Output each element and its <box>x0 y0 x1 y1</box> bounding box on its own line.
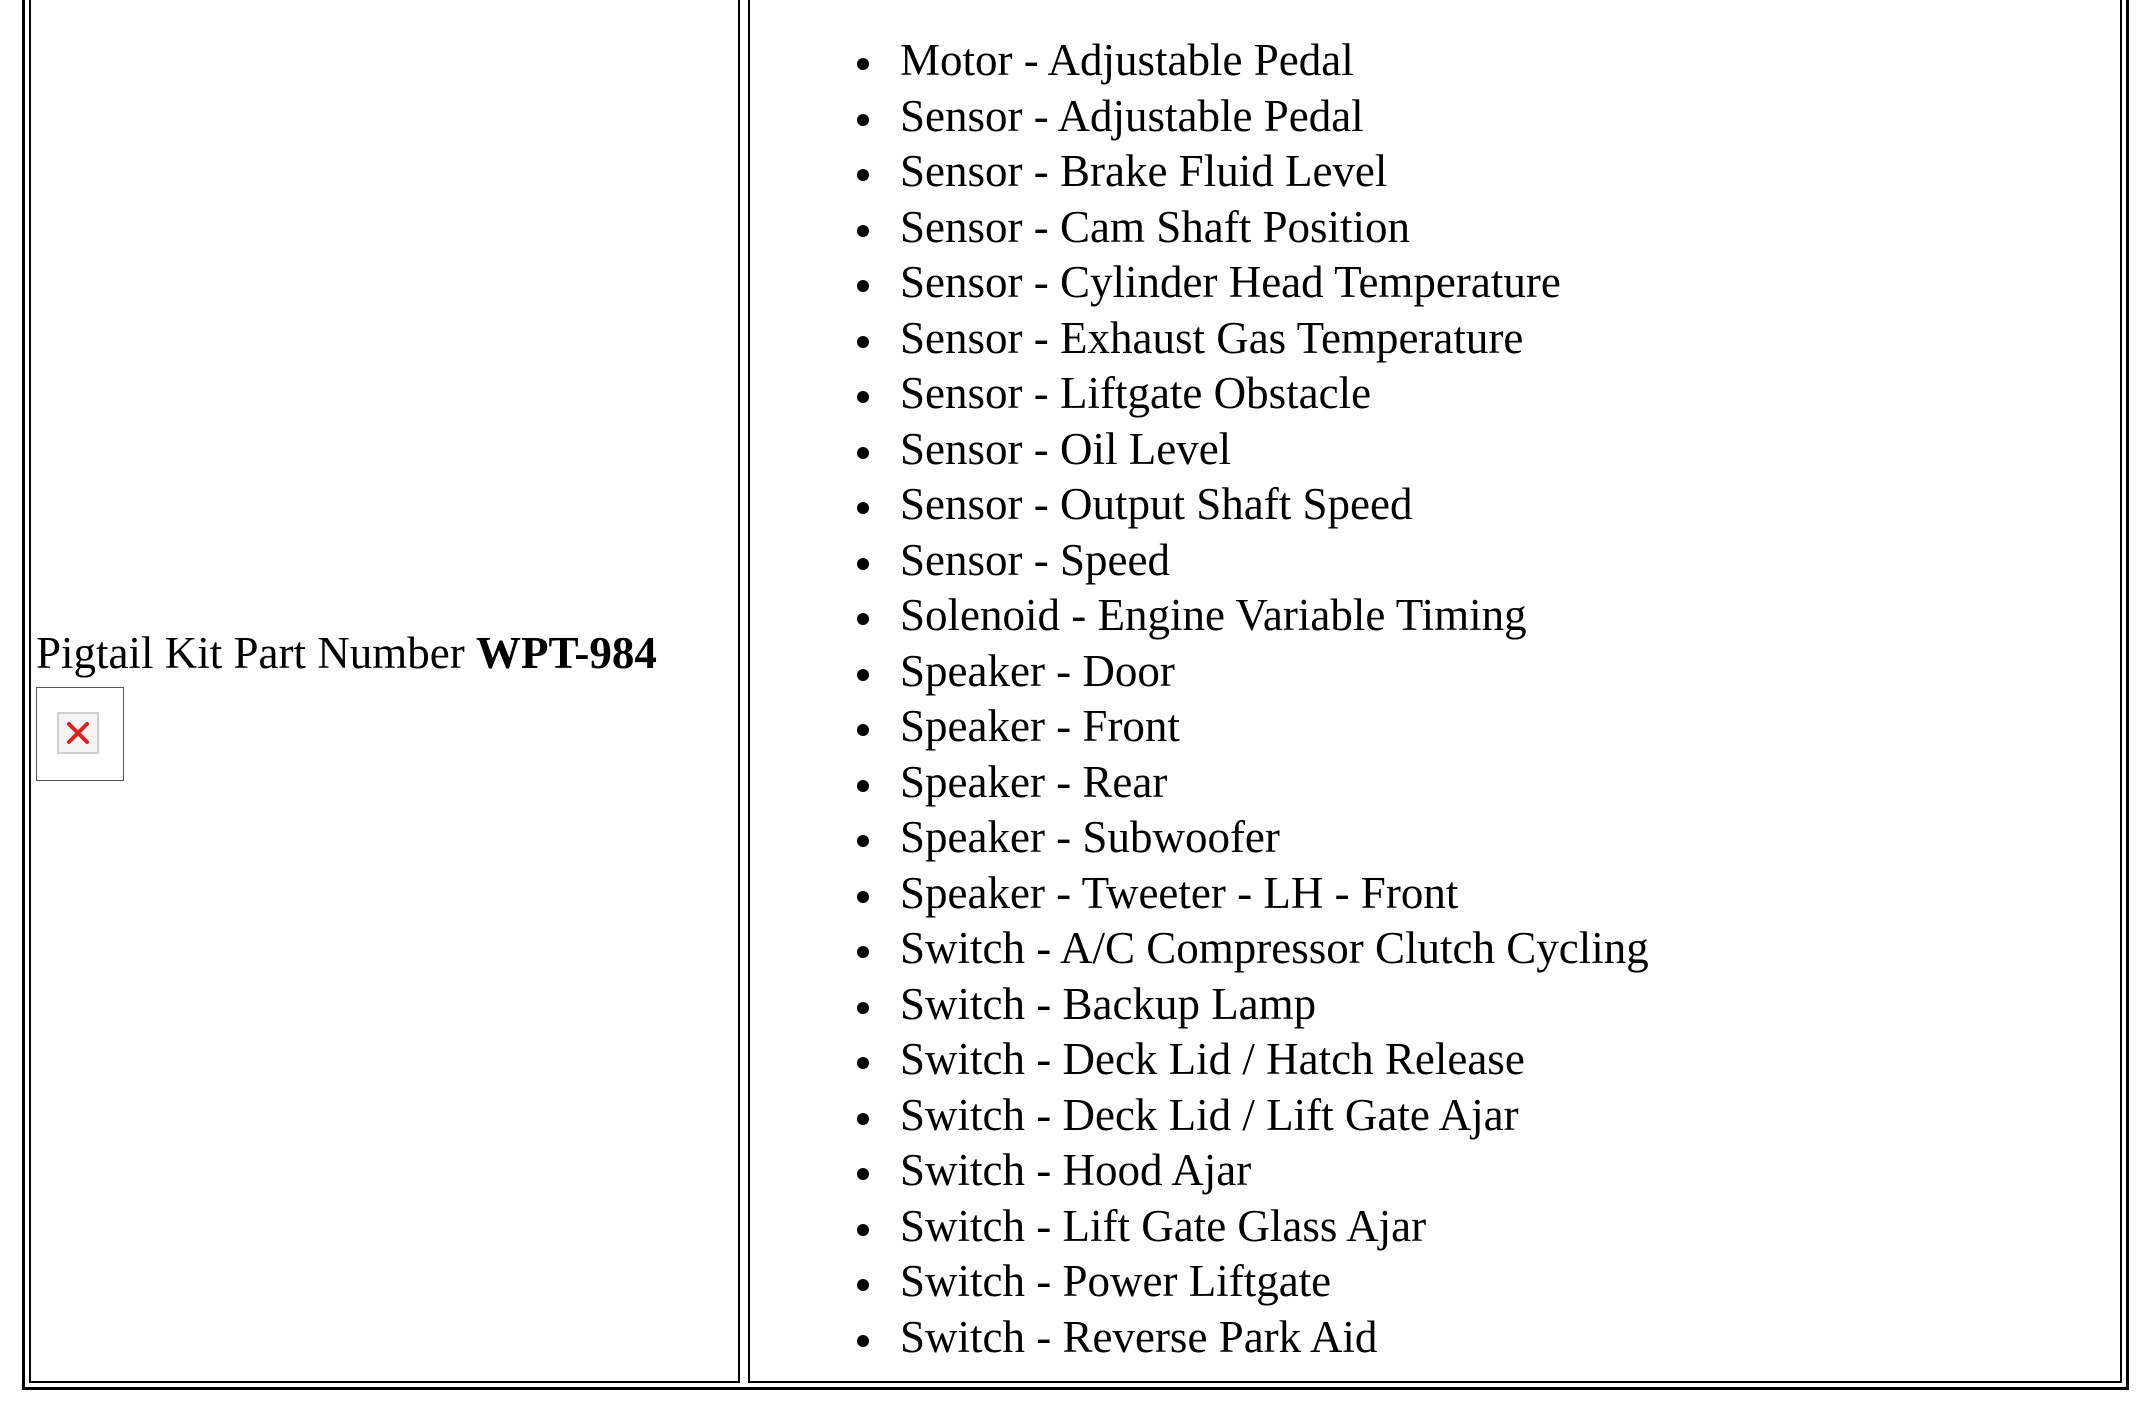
bullet-icon <box>857 1057 869 1069</box>
broken-image-placeholder <box>36 687 124 781</box>
list-item <box>750 644 1649 700</box>
list-item <box>750 921 1649 977</box>
bullet-icon <box>857 58 869 70</box>
list-item-text: Switch - Reverse Park Aid <box>900 1311 1378 1362</box>
bullet-icon <box>857 114 869 126</box>
list-item-text: Switch - Lift Gate Glass Ajar <box>900 1200 1427 1251</box>
bullet-icon <box>857 169 869 181</box>
parts-table-row <box>29 0 2122 1383</box>
bullet-icon <box>857 558 869 570</box>
bullet-icon <box>857 391 869 403</box>
list-item-text: Sensor - Output Shaft Speed <box>900 479 1413 529</box>
list-item <box>750 200 1649 256</box>
list-item <box>750 89 1649 145</box>
bullet-icon <box>857 1335 869 1347</box>
list-item <box>750 977 1649 1033</box>
bullet-icon <box>857 1279 869 1291</box>
list-item <box>750 699 1649 755</box>
part-number-label <box>36 627 657 679</box>
part-number-prefix: Pigtail Kit Part Number <box>36 628 476 678</box>
bullet-icon <box>857 280 869 292</box>
list-item <box>750 755 1649 811</box>
list-item <box>750 1143 1649 1199</box>
list-item <box>750 1088 1649 1144</box>
list-item-text: Sensor - Speed <box>900 534 1170 585</box>
bullet-icon <box>857 946 869 958</box>
bullet-icon <box>857 724 869 736</box>
list-item-text: Sensor - Cam Shaft Position <box>900 201 1411 252</box>
list-item-text: Switch - Backup Lamp <box>900 978 1317 1029</box>
list-item <box>750 144 1649 200</box>
list-item <box>750 588 1649 644</box>
list-item <box>750 866 1649 922</box>
list-item-text: Switch - A/C Compressor Clutch Cycling <box>900 923 1649 973</box>
list-item <box>750 366 1649 422</box>
bullet-icon <box>857 225 869 237</box>
applications-list <box>750 33 1649 1365</box>
list-item-text: Speaker - Front <box>900 701 1180 751</box>
parts-table <box>22 0 2129 1390</box>
bullet-icon <box>857 1002 869 1014</box>
part-number-cell <box>29 0 740 1383</box>
list-item <box>750 1199 1649 1255</box>
list-item-text: Speaker - Rear <box>900 756 1168 807</box>
bullet-icon <box>857 891 869 903</box>
list-item <box>750 33 1649 89</box>
bullet-icon <box>857 780 869 792</box>
broken-image-icon <box>57 712 99 754</box>
list-item <box>750 810 1649 866</box>
list-item <box>750 311 1649 367</box>
bullet-icon <box>857 613 869 625</box>
list-item-text: Switch - Power Liftgate <box>900 1256 1332 1306</box>
list-item <box>750 477 1649 533</box>
bullet-icon <box>857 447 869 459</box>
part-number: WPT-984 <box>475 628 657 678</box>
list-item <box>750 1254 1649 1310</box>
list-item <box>750 422 1649 478</box>
list-item-text: Sensor - Liftgate Obstacle <box>900 368 1372 418</box>
list-item-text: Sensor - Brake Fluid Level <box>900 146 1388 196</box>
list-item-text: Solenoid - Engine Variable Timing <box>900 590 1527 640</box>
bullet-icon <box>857 502 869 514</box>
bullet-icon <box>857 1224 869 1236</box>
bullet-icon <box>857 336 869 348</box>
bullet-icon <box>857 835 869 847</box>
list-item <box>750 1032 1649 1088</box>
applications-cell <box>748 0 2122 1383</box>
list-item-text: Switch - Hood Ajar <box>900 1145 1252 1195</box>
list-item <box>750 533 1649 589</box>
list-item-text: Speaker - Subwoofer <box>900 812 1280 862</box>
list-item-text: Motor - Adjustable Pedal <box>900 35 1354 85</box>
list-item-text: Switch - Deck Lid / Lift Gate Ajar <box>900 1089 1519 1140</box>
bullet-icon <box>857 1168 869 1180</box>
list-item-text: Sensor - Oil Level <box>900 423 1232 474</box>
list-item-text: Sensor - Exhaust Gas Temperature <box>900 312 1524 363</box>
list-item <box>750 1310 1649 1366</box>
bullet-icon <box>857 669 869 681</box>
list-item-text: Speaker - Door <box>900 645 1175 696</box>
list-item-text: Speaker - Tweeter - LH - Front <box>900 867 1459 918</box>
list-item-text: Sensor - Adjustable Pedal <box>900 90 1364 141</box>
bullet-icon <box>857 1113 869 1125</box>
list-item-text: Switch - Deck Lid / Hatch Release <box>900 1034 1525 1084</box>
list-item <box>750 255 1649 311</box>
list-item-text: Sensor - Cylinder Head Temperature <box>900 257 1561 307</box>
